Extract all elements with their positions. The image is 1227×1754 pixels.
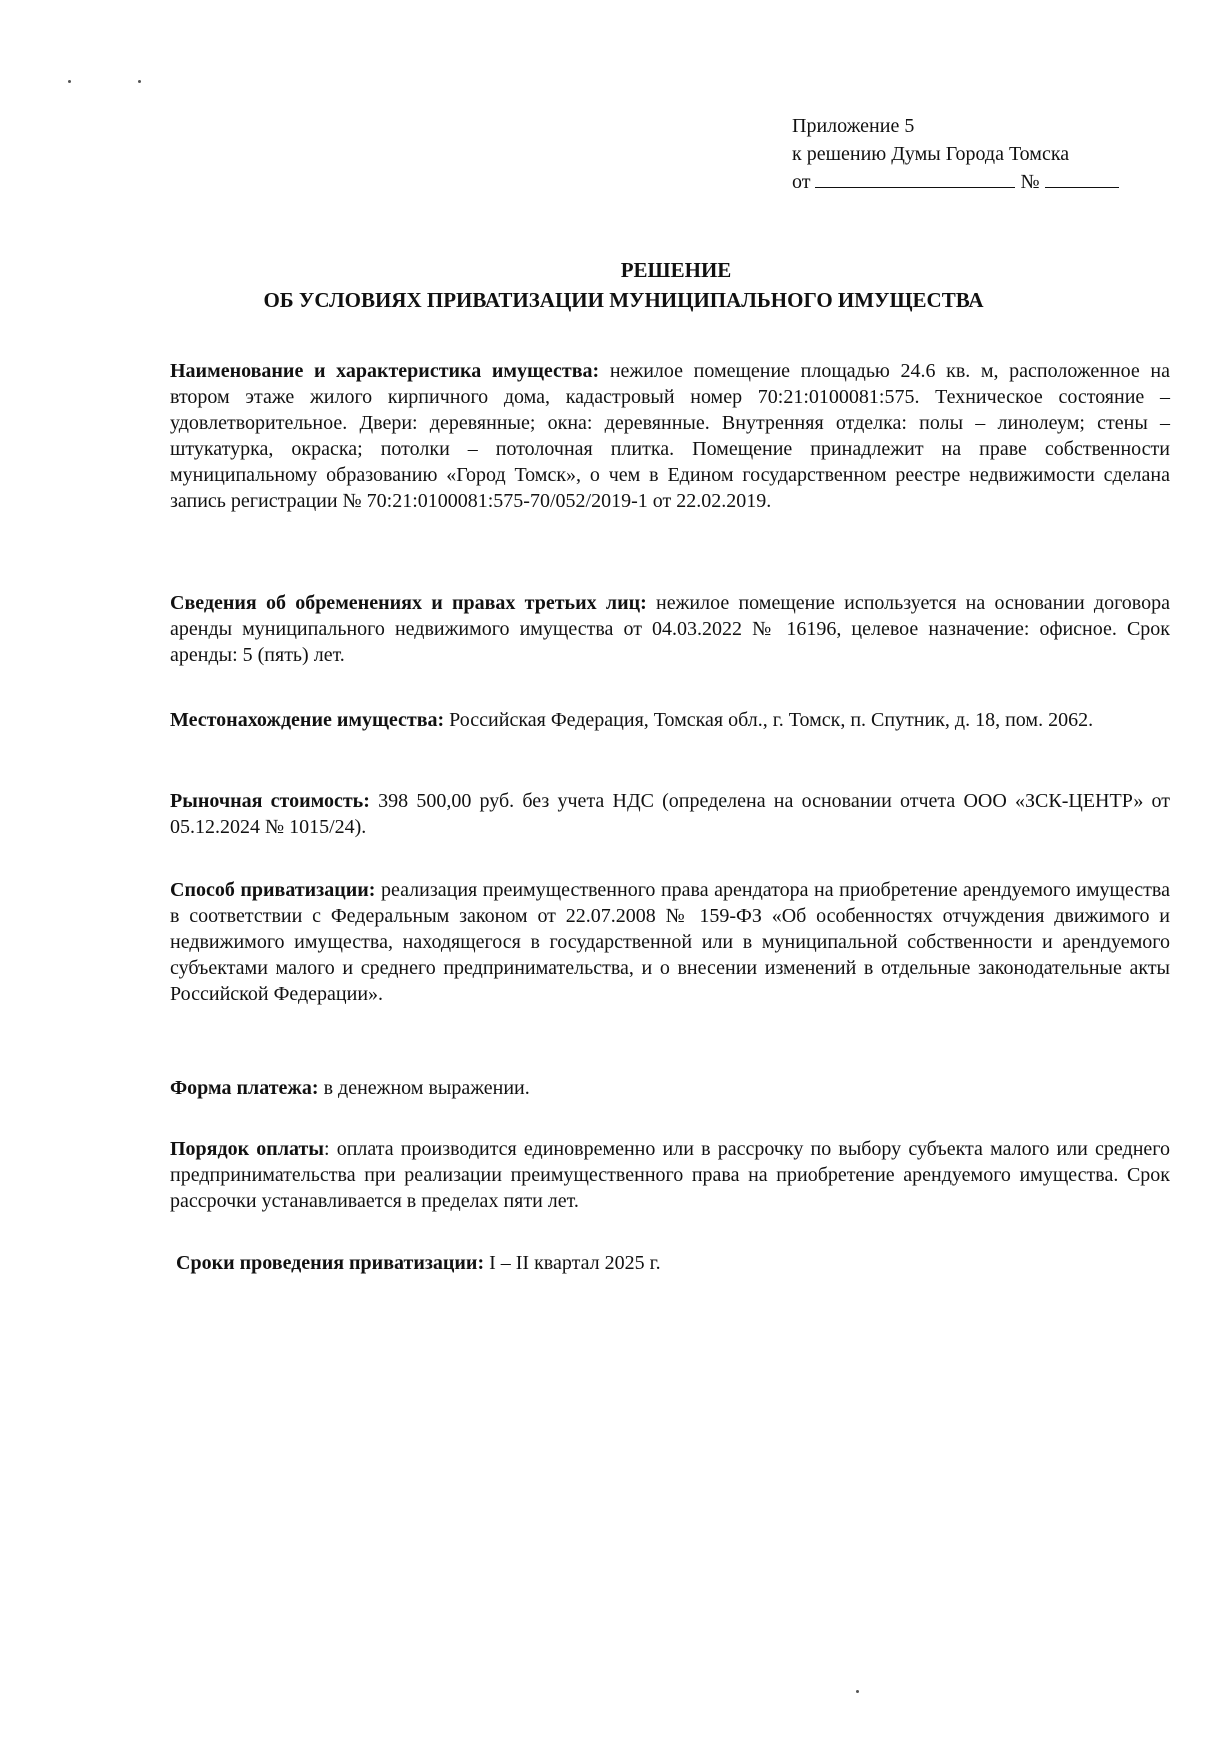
section-label: Сроки проведения приватизации: — [176, 1252, 485, 1274]
section-encumbrances — [170, 590, 1170, 668]
section-label: Местонахождение имущества: — [170, 709, 445, 731]
section-text: реализация преимущественного права арендатора на приобретение арендуемого имущества в соответствии с Федеральным законом от 22.07.2008 № 159-ФЗ «Об особенностях отчуждения движимого и недвижимого имущества, находящегося в государственной или в муниципальной собственности и арендуемого субъектами малого и среднего предпринимательства, и о внесении изменений в отдельные законодательные акты Российской Федерации». — [170, 879, 1170, 1005]
section-location — [170, 707, 1170, 733]
section-payment-form — [170, 1075, 1170, 1101]
annex-date-number-line — [792, 168, 1119, 196]
annex-number: Приложение 5 — [792, 115, 915, 137]
section-label: Порядок оплаты — [170, 1138, 324, 1160]
scan-speck — [68, 80, 71, 83]
number-sign: № — [1020, 171, 1040, 193]
annex-header — [792, 112, 1119, 196]
section-label: Рыночная стоимость: — [170, 790, 370, 812]
section-privatization-method — [170, 877, 1170, 1007]
section-text: в денежном выражении. — [318, 1077, 530, 1099]
date-blank — [815, 169, 1015, 188]
section-label: Сведения об обременениях и правах третьих лиц: — [170, 592, 647, 614]
scan-speck — [138, 80, 141, 83]
scan-speck — [856, 1690, 859, 1693]
title-line-1: РЕШЕНИЕ — [620, 258, 732, 282]
section-property-description — [170, 358, 1170, 514]
section-label: Наименование и характеристика имущества: — [170, 360, 600, 382]
document-title — [0, 255, 1227, 315]
section-text: : оплата производится единовременно или в рассрочку по выбору субъекта малого или среднего предпринимательства при реализации преимущественного права на приобретение арендуемого имущества. Срок рассрочки устанавливается в пределах пяти лет. — [170, 1138, 1170, 1212]
title-line-2: ОБ УСЛОВИЯХ ПРИВАТИЗАЦИИ МУНИЦИПАЛЬНОГО ИМУЩЕСТВА — [263, 288, 984, 312]
section-text: 398 500,00 руб. без учета НДС (определена на основании отчета ООО «ЗСК-ЦЕНТР» от 05.12.2024 № 1015/24). — [170, 790, 1170, 838]
section-text: нежилое помещение используется на основании договора аренды муниципального недвижимого имущества от 04.03.2022 № 16196, целевое назначение: офисное. Срок аренды: 5 (пять) лет. — [170, 592, 1170, 666]
section-market-value — [170, 788, 1170, 840]
section-text: нежилое помещение площадью 24.6 кв. м, расположенное на втором этаже жилого кирпичного дома, кадастровый номер 70:21:0100081:575. Техническое состояние – удовлетворительное. Двери: деревянные; окна: деревянные. Внутренняя отделка: полы – линолеум; стены – штукатурка, окраска; потолки – потолочная плитка. Помещение принадлежит на праве собственности муниципальному образованию «Город Томск», о чем в Едином государственном реестре недвижимости сделана запись регистрации № 70:21:0100081:575-70/052/2019-1 от 22.02.2019. — [170, 360, 1170, 512]
annex-decision-ref: к решению Думы Города Томска — [792, 143, 1070, 165]
section-label: Форма платежа: — [170, 1077, 319, 1099]
date-prefix: от — [792, 171, 811, 193]
section-privatization-timing — [176, 1250, 1176, 1276]
number-blank — [1045, 169, 1119, 188]
section-label: Способ приватизации: — [170, 879, 376, 901]
section-text: I – II квартал 2025 г. — [484, 1252, 661, 1274]
section-text: Российская Федерация, Томская обл., г. Томск, п. Спутник, д. 18, пом. 2062. — [444, 709, 1094, 731]
section-payment-procedure — [170, 1136, 1170, 1214]
